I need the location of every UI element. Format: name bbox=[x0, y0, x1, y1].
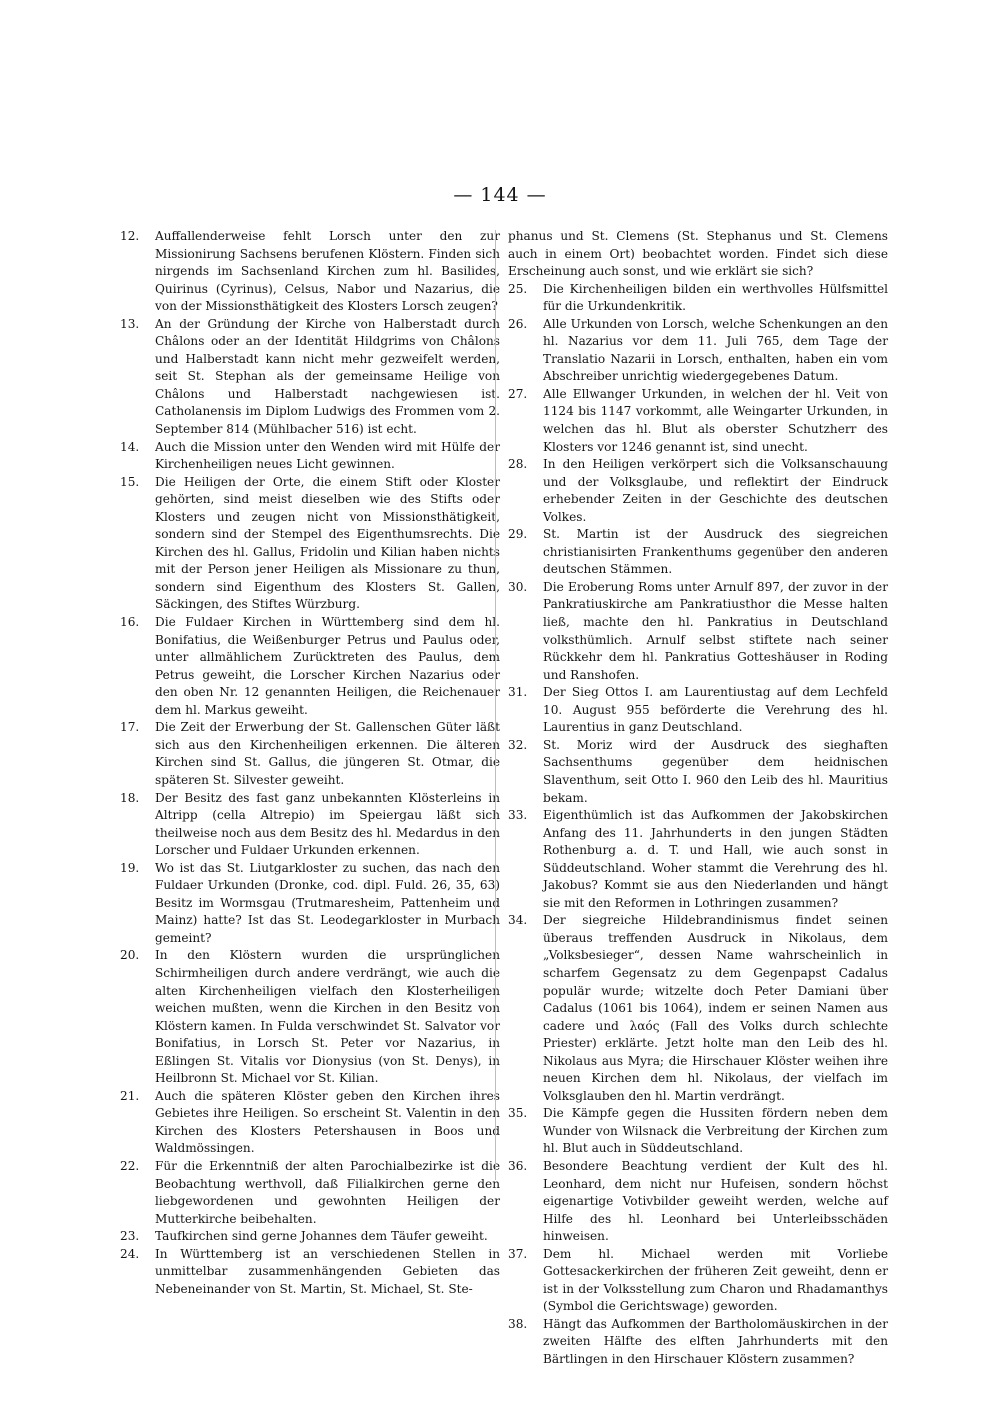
numbered-item bbox=[508, 1158, 888, 1246]
item-text: Eigenthümlich ist das Aufkommen der Jakobskirchen Anfang des 11. Jahrhunderts in den jungen Städten Rothenburg a. d. T. und Hall, wie auch sonst in Süddeutschland. Woher stammt die Verehrung des hl. Jakobus? Kommt sie aus den Niederlanden und hängt sie mit den Reformen in Lothringen zusammen? bbox=[543, 808, 888, 910]
item-text: Die Eroberung Roms unter Arnulf 897, der zuvor in der Pankratiuskirche am Pankratiusthor die Messe halten ließ, machte den hl. Pankratius in Deutschland volksthümlich. Arnulf selbst stiftete nach seiner Rückkehr dem hl. Pankratius Gotteshäuser in Roding und Ranshofen. bbox=[543, 579, 888, 682]
numbered-item bbox=[120, 860, 500, 948]
item-text: Die Heiligen der Orte, die einem Stift oder Kloster gehörten, sind meist dieselben wie des Stifts oder Klosters und zeugen nicht von Missionsthätigkeit, sondern sind der Stempel des Eigenthumsrechts. Die Kirchen des hl. Gallus, Fridolin und Kilian haben nichts mit der Person jener Heiligen als Missionare zu thun, sondern sind Eigenthum des Klosters St. Gallen, Säckingen, des Stiftes Würzburg. bbox=[155, 474, 500, 612]
item-text: Der Sieg Ottos I. am Laurentiustag auf dem Lechfeld 10. August 955 beförderte die Verehrung des hl. Laurentius in ganz Deutschland. bbox=[543, 685, 888, 735]
numbered-item bbox=[508, 1246, 888, 1316]
item-text: Die Kämpfe gegen die Hussiten fördern neben dem Wunder von Wilsnack die Verbreitung der Kirchen zum hl. Blut auch in Süddeutschland. bbox=[543, 1106, 888, 1156]
item-text: Die Fuldaer Kirchen in Württemberg sind dem hl. Bonifatius, die Weißenburger Petrus und Paulus oder, unter allmählichem Zurücktreten des Paulus, dem Petrus geweiht, die Lorscher Kirchen Nazarius oder den oben Nr. 12 genannten Heiligen, die Reichenauer dem hl. Markus geweiht. bbox=[155, 615, 500, 717]
item-number: 37. bbox=[508, 1246, 528, 1261]
item-text: Alle Ellwanger Urkunden, in welchen der hl. Veit von 1124 bis 1147 vorkommt, alle Weingarter Urkunden, in welchen das hl. Blut als oberster Schutzherr des Klosters vor 1246 genannt ist, sind unecht. bbox=[543, 386, 888, 454]
item-text: Der siegreiche Hildebrandinismus findet seinen überaus treffenden Ausdruck in Nikolaus, dem „Volksbesieger“, dessen Name wahrscheinlich in scharfem Gegensatz zu dem Gegenpapst Cadalus populär wurde; witzelte doch Peter Damiani über Cadalus (1061 bis 1064), indem er seinen Namen aus cadere und λαός (Fall des Volks durch schlechte Priester) erklärte. Jetzt holte man den Leib des hl. Nikolaus aus Myra; die Hirschauer Klöster weihen ihre neuen Kirchen dem hl. Nikolaus, der vielfach im Volksglauben den hl. Martin verdrängt. bbox=[543, 913, 888, 1103]
item-number: 27. bbox=[508, 386, 528, 401]
numbered-item bbox=[508, 386, 888, 456]
item-number: 38. bbox=[508, 1316, 528, 1331]
right-column bbox=[508, 228, 888, 1369]
numbered-item bbox=[120, 474, 500, 614]
numbered-item bbox=[120, 1158, 500, 1228]
item-text: Die Zeit der Erwerbung der St. Gallenschen Güter läßt sich aus den Kirchenheiligen erkennen. Die älteren Kirchen sind St. Gallus, die jüngeren St. Otmar, die späteren St. Silvester geweiht. bbox=[155, 720, 500, 787]
item-number: 34. bbox=[508, 913, 528, 928]
numbered-item bbox=[508, 737, 888, 807]
numbered-item bbox=[508, 684, 888, 737]
item-text: Auch die späteren Klöster geben den Kirchen ihres Gebietes ihre Heiligen. So erscheint St. Valentin in den Kirchen des Klosters Petershausen in Boos und Waldmössingen. bbox=[155, 1088, 500, 1156]
left-column bbox=[120, 228, 500, 1298]
item-text: Die Kirchenheiligen bilden ein werthvolles Hülfsmittel für die Urkundenkritik. bbox=[543, 281, 888, 314]
item-number: 22. bbox=[120, 1158, 140, 1173]
item-text: Alle Urkunden von Lorsch, welche Schenkungen an den hl. Nazarius vor dem 11. Juli 765, dem Tage der Translatio Nazarii in Lorsch, enthalten, haben ein vom Abschreiber unrichtig wiedergegebenes Datum. bbox=[543, 316, 888, 384]
item-text: Wo ist das St. Liutgarkloster zu suchen, das nach den Fuldaer Urkunden (Dronke, cod. dipl. Fuld. 26, 35, 63) Besitz im Wormsgau (Trutmaresheim, Pattenheim und Mainz) hatte? Ist das St. Leodegarkloster in Murbach gemeint? bbox=[155, 860, 500, 945]
item-text: In den Klöstern wurden die ursprünglichen Schirmheiligen durch andere verdrängt, wie auch die alten Kirchenheiligen vielfach den Klosterheiligen weichen mußten, wenn die Kirchen in den Besitz von Klöstern kamen. In Fulda verschwindet St. Salvator vor Bonifatius, in Lorsch St. Peter vor Nazarius, in Eßlingen St. Vitalis vor Dionysius (von St. Denys), in Heilbronn St. Michael vor St. Kilian. bbox=[155, 948, 500, 1086]
item-number: 25. bbox=[508, 281, 528, 296]
numbered-item bbox=[120, 790, 500, 860]
item-number: 21. bbox=[120, 1088, 140, 1103]
item-text: In Württemberg ist an verschiedenen Stellen in unmittelbar zusammenhängenden Gebieten das Nebeneinander von St. Martin, St. Michael, St. Ste- bbox=[155, 1246, 500, 1296]
numbered-item bbox=[120, 614, 500, 719]
continuation-text: phanus und St. Clemens (St. Stephanus und St. Clemens auch in einem Ort) beobachtet worden. Findet sich diese Erscheinung auch sonst, und wie erklärt sie sich? bbox=[508, 229, 888, 279]
item-number: 14. bbox=[120, 439, 140, 454]
numbered-item bbox=[120, 947, 500, 1087]
item-text: Dem hl. Michael werden mit Vorliebe Gottesackerkirchen der früheren Zeit geweiht, denn er ist in der Volksstellung zum Charon und Rhadamanthys (Symbol die Gerichtswage) geworden. bbox=[543, 1246, 888, 1314]
item-number: 18. bbox=[120, 790, 140, 805]
page-number: — 144 — bbox=[453, 184, 547, 206]
item-text: Auch die Mission unter den Wenden wird mit Hülfe der Kirchenheiligen neues Licht gewinnen. bbox=[155, 439, 500, 472]
item-text: Für die Erkenntniß der alten Parochialbezirke ist die Beobachtung werthvoll, daß Filialkirchen gerne den liebgewordenen und gewohnten Heiligen der Mutterkirche beibehalten. bbox=[155, 1158, 500, 1226]
numbered-item bbox=[508, 1105, 888, 1158]
column-divider bbox=[495, 230, 496, 1180]
item-number: 13. bbox=[120, 316, 140, 331]
numbered-item bbox=[508, 1316, 888, 1369]
numbered-item bbox=[120, 316, 500, 439]
numbered-item bbox=[120, 439, 500, 474]
item-number: 35. bbox=[508, 1106, 528, 1121]
numbered-item bbox=[508, 316, 888, 386]
numbered-item bbox=[508, 807, 888, 912]
item-number: 29. bbox=[508, 527, 528, 542]
item-text: Hängt das Aufkommen der Bartholomäuskirchen in der zweiten Hälfte des elften Jahrhunderts mit den Bärtlingen in den Hirschauer Klöstern zusammen? bbox=[543, 1316, 888, 1366]
item-number: 17. bbox=[120, 720, 140, 735]
item-number: 24. bbox=[120, 1246, 140, 1261]
item-text: Auffallenderweise fehlt Lorsch unter den zur Missionirung Sachsens berufenen Klöstern. Finden sich nirgends im Sachsenland Kirchen zum hl. Basilides, Quirinus (Cyrinus), Celsus, Nabor und Nazarius, die von der Missionsthätigkeit des Klosters Lorsch zeugen? bbox=[155, 229, 500, 314]
item-number: 19. bbox=[120, 860, 140, 875]
item-number: 33. bbox=[508, 808, 528, 823]
item-number: 28. bbox=[508, 457, 528, 472]
item-text: St. Moriz wird der Ausdruck des sieghaften Sachsenthums gegenüber dem heidnischen Slaventhum, seit Otto I. 960 den Leib des hl. Mauritius bekam. bbox=[543, 737, 888, 805]
item-number: 30. bbox=[508, 579, 528, 594]
item-number: 31. bbox=[508, 685, 528, 700]
numbered-item bbox=[508, 579, 888, 684]
item-number: 36. bbox=[508, 1158, 528, 1173]
item-number: 26. bbox=[508, 316, 528, 331]
numbered-item bbox=[120, 1228, 500, 1246]
numbered-item bbox=[508, 912, 888, 1105]
item-number: 20. bbox=[120, 948, 140, 963]
item-number: 16. bbox=[120, 615, 140, 630]
item-text: Taufkirchen sind gerne Johannes dem Täufer geweiht. bbox=[155, 1229, 488, 1244]
item-text: In den Heiligen verkörpert sich die Volksanschauung und der Volksglaube, und reflektirt der Eindruck erhebender Zeiten in der Geschichte des deutschen Volkes. bbox=[543, 457, 888, 524]
numbered-item bbox=[120, 719, 500, 789]
numbered-item bbox=[120, 1246, 500, 1299]
item-number: 32. bbox=[508, 737, 528, 752]
numbered-item bbox=[120, 1088, 500, 1158]
numbered-item bbox=[508, 456, 888, 526]
numbered-item bbox=[508, 526, 888, 579]
item-number: 12. bbox=[120, 229, 140, 243]
item-text: Der Besitz des fast ganz unbekannten Klösterleins in Altripp (cella Altrepio) im Speiergau läßt sich theilweise noch aus dem Besitz des hl. Medardus in den Lorscher und Fuldaer Urkunden erkennen. bbox=[155, 790, 500, 858]
item-text: St. Martin ist der Ausdruck des siegreichen christianisirten Frankenthums gegenüber den anderen deutschen Stämmen. bbox=[543, 527, 888, 577]
item-number: 15. bbox=[120, 474, 140, 489]
numbered-item bbox=[120, 228, 500, 316]
item-number: 23. bbox=[120, 1229, 140, 1244]
numbered-item bbox=[508, 281, 888, 316]
item-text: An der Gründung der Kirche von Halberstadt durch Châlons oder an der Identität Hildgrims von Châlons und Halberstadt kann nicht mehr gezweifelt werden, seit St. Stephan als der gemeinsame Heilige von Châlons und Halberstadt nachgewiesen ist. Catholanensis im Diplom Ludwigs des Frommen vom 2. September 814 (Mühlbacher 516) ist echt. bbox=[155, 316, 500, 437]
item-text: Besondere Beachtung verdient der Kult des hl. Leonhard, dem nicht nur Hufeisen, sondern höchst eigenartige Votivbilder geweiht werden, welche auf Hilfe des hl. Leonhard bei Unterleibsschäden hinweisen. bbox=[543, 1158, 888, 1244]
